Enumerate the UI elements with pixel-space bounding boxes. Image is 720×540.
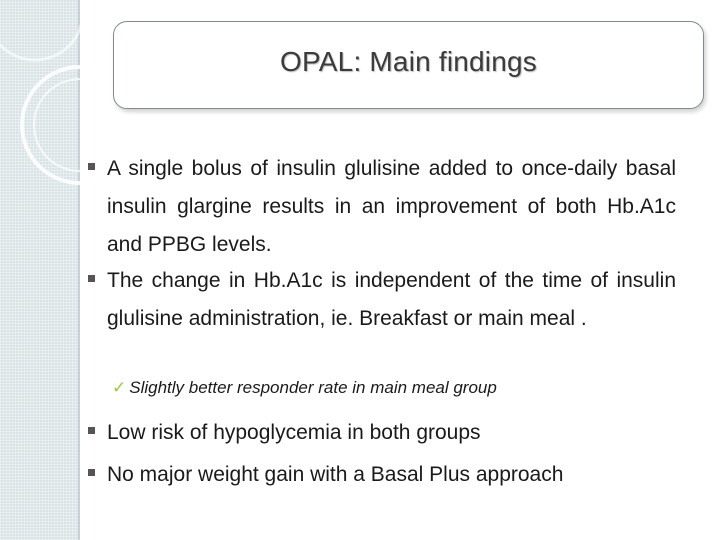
sub-bullet-text: Slightly better responder rate in main meal group xyxy=(129,378,497,397)
list-item xyxy=(86,414,677,452)
page-title: OPAL: Main findings xyxy=(280,46,537,77)
title-box xyxy=(113,21,704,109)
list-item xyxy=(86,150,676,264)
bullet-text: No major weight gain with a Basal Plus approach xyxy=(107,463,564,486)
deco-circle-top xyxy=(0,0,83,60)
bullet-text: Low risk of hypoglycemia in both groups xyxy=(107,421,481,444)
square-bullet-icon xyxy=(88,427,95,434)
checkmark-icon: ✓ xyxy=(112,378,127,397)
bullet-text: A single bolus of insulin glulisine added to once-daily basal insulin glargine results in an improvement of both Hb.A1c and PPBG levels. xyxy=(107,157,676,256)
bullet-text: The change in Hb.A1c is independent of the time of insulin glulisine administration, ie. Breakfast or main meal . xyxy=(107,269,676,330)
list-item xyxy=(86,456,677,494)
list-item xyxy=(86,262,676,338)
sub-list-item xyxy=(112,378,497,398)
square-bullet-icon xyxy=(88,275,95,282)
square-bullet-icon xyxy=(88,163,95,170)
square-bullet-icon xyxy=(88,469,95,476)
